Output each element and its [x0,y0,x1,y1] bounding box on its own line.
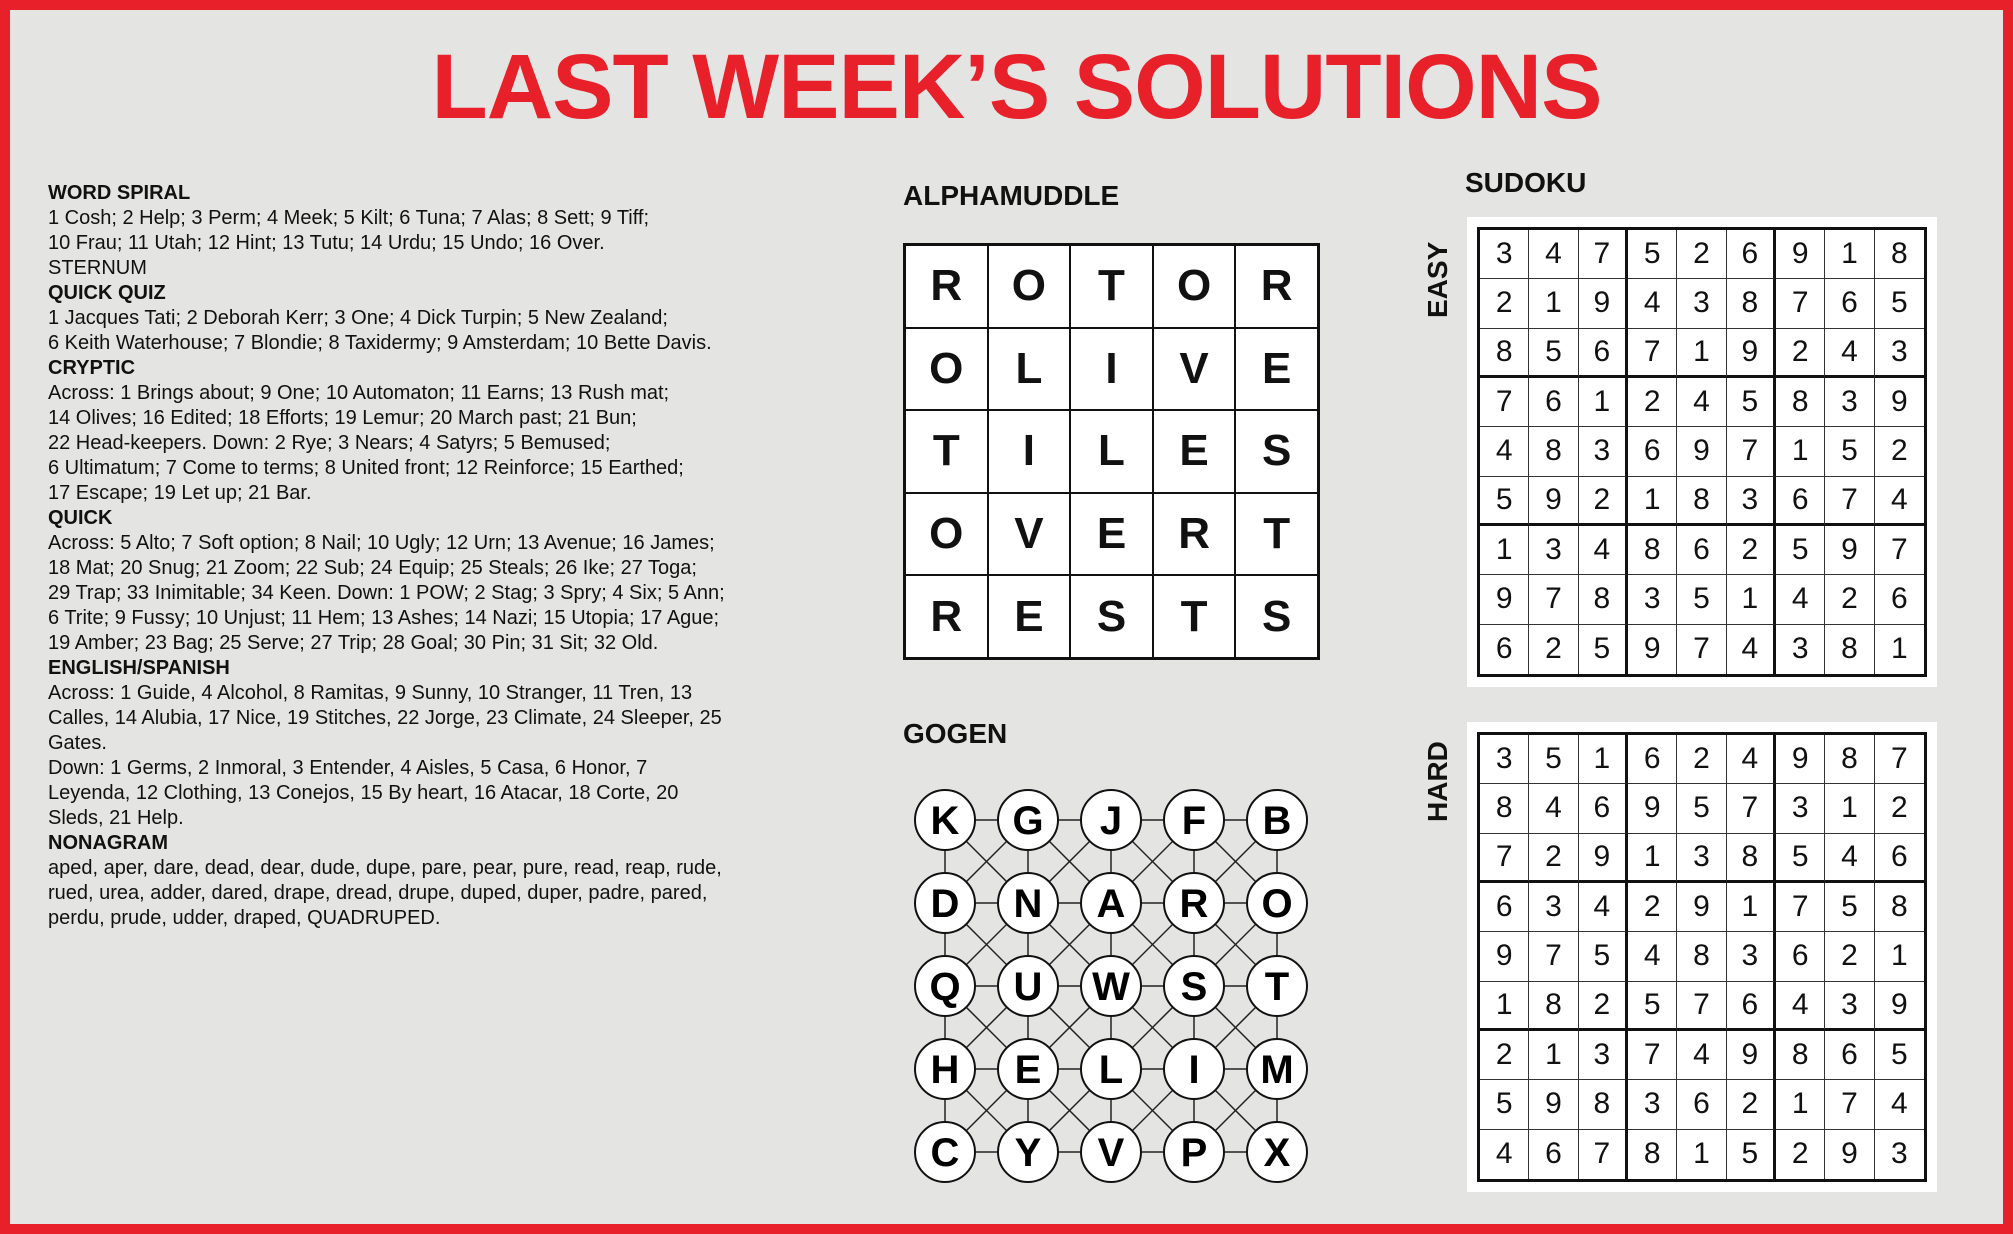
sudoku-cell: 8 [1875,883,1924,932]
alphamuddle-cell: O [905,328,988,411]
sudoku-cell: 2 [1677,735,1726,784]
sudoku-cell: 7 [1677,625,1726,674]
section-line: 10 Frau; 11 Utah; 12 Hint; 13 Tutu; 14 Urdu; 15 Undo; 16 Over. [48,232,605,254]
sudoku-cell: 9 [1579,834,1628,883]
sudoku-cell: 3 [1628,575,1677,624]
gogen-letter: I [1188,1048,1200,1092]
sudoku-cell: 6 [1727,230,1776,279]
sudoku-cell: 8 [1480,784,1529,833]
gogen-heading: GOGEN [903,718,1008,749]
sudoku-cell: 9 [1579,279,1628,328]
gogen-node [1247,956,1307,1016]
section-line: Across: 5 Alto; 7 Soft option; 8 Nail; 10 Ugly; 12 Urn; 13 Avenue; 16 James; [48,532,715,554]
gogen-node [915,873,975,933]
gogen-letter: C [930,1131,960,1175]
sudoku-easy-label: EASY [1422,241,1453,318]
alphamuddle-cell: T [1235,493,1318,576]
sudoku-cell: 4 [1825,329,1874,378]
section-line: 19 Amber; 23 Bag; 25 Serve; 27 Trip; 28 Goal; 30 Pin; 31 Sit; 32 Old. [48,632,659,654]
gogen-letter: E [1014,1048,1042,1092]
sudoku-cell: 3 [1776,625,1825,674]
sudoku-cell: 8 [1825,625,1874,674]
sudoku-cell: 9 [1825,1130,1874,1179]
sudoku-cell: 8 [1727,834,1776,883]
sudoku-cell: 3 [1529,526,1578,575]
sudoku-cell: 7 [1579,1130,1628,1179]
section-line: aped, aper, dare, dead, dear, dude, dupe, pare, pear, pure, read, reap, rude, [48,857,722,879]
sudoku-cell: 2 [1776,329,1825,378]
sudoku-cell: 1 [1890,632,1908,666]
sudoku-cell: 1 [1727,575,1776,624]
sudoku-cell: 3 [1776,784,1825,833]
sudoku-cell: 4 [1480,427,1529,476]
gogen-node [998,1122,1058,1182]
alphamuddle-cell: O [988,245,1071,328]
sudoku-cell: 5 [1529,735,1578,784]
sudoku-cell: 6 [1875,575,1924,624]
alphamuddle-cell: R [905,245,988,328]
sudoku-cell: 3 [1890,1137,1908,1171]
alphamuddle-grid [903,243,1320,660]
alphamuddle-cell: S [1235,575,1318,658]
alphamuddle-cell: S [1070,575,1153,658]
sudoku-cell: 4 [1776,982,1825,1031]
sudoku-cell: 1 [1628,834,1677,883]
sudoku-easy-grid [1477,227,1927,677]
alphamuddle-cell: E [1070,493,1153,576]
sudoku-cell: 5 [1875,1031,1924,1080]
sudoku-cell: 5 [1776,526,1825,575]
sudoku-cell: 6 [1529,378,1578,427]
gogen-letter: V [1097,1131,1125,1175]
alphamuddle-cell: E [1153,410,1236,493]
sudoku-cell: 1 [1825,230,1874,279]
sudoku-cell: 7 [1628,329,1677,378]
gogen-node [915,1039,975,1099]
gogen-node [998,873,1058,933]
sudoku-cell: 5 [1727,1130,1776,1179]
sudoku-cell: 2 [1480,279,1529,328]
sudoku-cell: 2 [1825,932,1874,981]
sudoku-easy [1467,217,1937,687]
section-line: 6 Keith Waterhouse; 7 Blondie; 8 Taxidermy; 9 Amsterdam; 10 Bette Davis. [48,332,712,354]
sudoku-cell: 5 [1677,575,1726,624]
sudoku-cell: 8 [1727,279,1776,328]
sudoku-cell: 6 [1727,982,1776,1031]
sudoku-cell: 8 [1776,378,1825,427]
sudoku-cell: 7 [1776,279,1825,328]
gogen-node [1164,790,1224,850]
sudoku-cell: 8 [1677,932,1726,981]
sudoku-cell: 8 [1579,575,1628,624]
section-line: perdu, prude, udder, draped, QUADRUPED. [48,907,441,929]
sudoku-cell: 9 [1480,575,1529,624]
sudoku-cell: 7 [1529,932,1578,981]
gogen-node [915,790,975,850]
sudoku-cell: 7 [1776,883,1825,932]
gogen-letter: W [1092,965,1130,1009]
section-heading: ENGLISH/SPANISH [48,657,230,679]
sudoku-cell: 7 [1727,784,1776,833]
sudoku-cell: 4 [1480,1130,1529,1179]
answers-column [48,181,828,931]
sudoku-cell: 1 [1529,279,1578,328]
gogen-node [1247,873,1307,933]
sudoku-cell: 3 [1480,230,1529,279]
sudoku-cell: 1 [1776,427,1825,476]
sudoku-cell: 6 [1677,1080,1726,1129]
sudoku-cell: 2 [1727,526,1776,575]
sudoku-cell: 6 [1579,329,1628,378]
alphamuddle-cell: R [1153,493,1236,576]
section-line: 6 Ultimatum; 7 Come to terms; 8 United front; 12 Reinforce; 15 Earthed; [48,457,684,479]
sudoku-cell: 7 [1628,1031,1677,1080]
gogen-letter: P [1180,1131,1208,1175]
sudoku-cell: 2 [1480,1031,1529,1080]
gogen-letter: N [1013,882,1043,926]
section-line: Gates. [48,732,107,754]
sudoku-cell: 6 [1579,784,1628,833]
sudoku-cell: 4 [1875,477,1924,526]
gogen-letter: D [930,882,960,926]
gogen-node [915,956,975,1016]
sudoku-cell: 2 [1875,784,1924,833]
sudoku-cell: 3 [1480,735,1529,784]
sudoku-cell: 3 [1579,427,1628,476]
alphamuddle-cell: O [1153,245,1236,328]
section-line: rued, urea, adder, dared, drape, dread, drupe, duped, duper, padre, pared, [48,882,708,904]
sudoku-cell: 2 [1677,230,1726,279]
sudoku-cell: 7 [1579,230,1628,279]
gogen-letter: L [1098,1048,1124,1092]
sudoku-cell: 4 [1628,279,1677,328]
sudoku-cell: 4 [1825,834,1874,883]
sudoku-hard [1467,722,1937,1192]
gogen-node [998,956,1058,1016]
sudoku-cell: 5 [1579,932,1628,981]
sudoku-cell: 3 [1727,477,1776,526]
gogen-letter: G [1012,799,1044,843]
sudoku-cell: 6 [1776,932,1825,981]
gogen-letter: J [1099,799,1123,843]
sudoku-cell: 6 [1628,427,1677,476]
sudoku-heading: SUDOKU [1465,167,1587,198]
sudoku-cell: 5 [1875,279,1924,328]
sudoku-cell: 2 [1628,378,1677,427]
alphamuddle-cell: I [1070,328,1153,411]
sudoku-cell: 9 [1628,784,1677,833]
section-heading: QUICK QUIZ [48,282,166,304]
gogen-node [998,1039,1058,1099]
sudoku-cell: 3 [1875,329,1924,378]
sudoku-cell: 8 [1776,1031,1825,1080]
sudoku-cell: 1 [1529,1031,1578,1080]
sudoku-cell: 4 [1727,735,1776,784]
sudoku-cell: 7 [1727,427,1776,476]
alphamuddle-cell: T [905,410,988,493]
gogen-letter: X [1263,1131,1291,1175]
gogen-node [1164,873,1224,933]
gogen-letter: A [1096,882,1126,926]
section-line: 1 Cosh; 2 Help; 3 Perm; 4 Meek; 5 Kilt; 6 Tuna; 7 Alas; 8 Sett; 9 Tiff; [48,207,650,229]
sudoku-cell: 6 [1825,1031,1874,1080]
sudoku-cell: 2 [1529,625,1578,674]
sudoku-cell: 9 [1677,883,1726,932]
section-heading: CRYPTIC [48,357,136,379]
gogen-letter: Q [929,965,961,1009]
sudoku-hard-grid [1477,732,1927,1182]
gogen-node [1081,956,1141,1016]
section-heading: NONAGRAM [48,832,168,854]
gogen-letter: U [1013,965,1043,1009]
sudoku-cell: 9 [1677,427,1726,476]
sudoku-cell: 2 [1529,834,1578,883]
sudoku-cell: 5 [1628,230,1677,279]
alphamuddle-cell: T [1153,575,1236,658]
sudoku-cell: 6 [1677,526,1726,575]
sudoku-cell: 6 [1480,625,1529,674]
sudoku-cell: 5 [1776,834,1825,883]
gogen-node [915,1122,975,1182]
gogen-node [1164,1039,1224,1099]
sudoku-cell: 4 [1677,1031,1726,1080]
sudoku-cell: 6 [1480,883,1529,932]
gogen-letter: S [1180,965,1208,1009]
sudoku-cell: 9 [1825,526,1874,575]
sudoku-cell: 9 [1529,477,1578,526]
sudoku-cell: 7 [1825,477,1874,526]
sudoku-cell: 9 [1776,230,1825,279]
section-line: Across: 1 Guide, 4 Alcohol, 8 Ramitas, 9 Sunny, 10 Stranger, 11 Tren, 13 [48,682,693,704]
gogen-letter: O [1261,882,1293,926]
sudoku-cell: 8 [1529,427,1578,476]
sudoku-cell: 6 [1628,735,1677,784]
sudoku-cell: 1 [1480,982,1529,1031]
alphamuddle-cell: V [988,493,1071,576]
section-line: 14 Olives; 16 Edited; 18 Efforts; 19 Lemur; 20 March past; 21 Bun; [48,407,637,429]
sudoku-cell: 9 [1727,1031,1776,1080]
sudoku-cell: 9 [1875,378,1924,427]
gogen-node [1081,873,1141,933]
section-line: Calles, 14 Alubia, 17 Nice, 19 Stitches, 22 Jorge, 23 Climate, 24 Sleeper, 25 [48,707,722,729]
sudoku-cell: 8 [1825,735,1874,784]
gogen-letter: H [930,1048,960,1092]
sudoku-cell: 5 [1480,477,1529,526]
sudoku-cell: 4 [1677,378,1726,427]
alphamuddle-cell: E [988,575,1071,658]
section-line: 6 Trite; 9 Fussy; 10 Unjust; 11 Hem; 13 Ashes; 14 Nazi; 15 Utopia; 17 Ague; [48,607,720,629]
section-line: 17 Escape; 19 Let up; 21 Bar. [48,482,312,504]
gogen-letter: K [930,799,960,843]
section-line: STERNUM [48,257,147,279]
sudoku-cell: 3 [1579,1031,1628,1080]
sudoku-cell: 4 [1529,784,1578,833]
sudoku-cell: 1 [1628,477,1677,526]
gogen-node [1247,790,1307,850]
sudoku-cell: 5 [1727,378,1776,427]
gogen-grid [900,775,1320,1195]
sudoku-cell: 5 [1677,784,1726,833]
page-title: LAST WEEK’S SOLUTIONS [431,36,1602,138]
sudoku-cell: 7 [1677,982,1726,1031]
sudoku-cell: 7 [1480,378,1529,427]
sudoku-cell: 2 [1579,477,1628,526]
sudoku-cell: 1 [1677,1130,1726,1179]
sudoku-cell: 9 [1776,735,1825,784]
sudoku-cell: 3 [1529,883,1578,932]
sudoku-cell: 7 [1875,526,1924,575]
sudoku-hard-label: HARD [1422,741,1453,822]
sudoku-cell: 4 [1875,1080,1924,1129]
alphamuddle-cell: E [1235,328,1318,411]
sudoku-cell: 1 [1875,932,1924,981]
sudoku-cell: 5 [1529,329,1578,378]
sudoku-cell: 8 [1677,477,1726,526]
alphamuddle-cell: O [905,493,988,576]
alphamuddle-cell: T [1070,245,1153,328]
sudoku-cell: 1 [1579,378,1628,427]
sudoku-cell: 4 [1628,932,1677,981]
gogen-letter: T [1264,965,1290,1009]
sudoku-cell: 8 [1579,1080,1628,1129]
sudoku-cell: 1 [1480,526,1529,575]
sudoku-cell: 8 [1529,982,1578,1031]
sudoku-cell: 5 [1628,982,1677,1031]
sudoku-cell: 3 [1825,982,1874,1031]
sudoku-cell: 9 [1875,982,1924,1031]
section-line: Sleds, 21 Help. [48,807,184,829]
section-heading: QUICK [48,507,113,529]
sudoku-cell: 1 [1579,735,1628,784]
sudoku-cell: 6 [1529,1130,1578,1179]
alphamuddle-cell: S [1235,410,1318,493]
sudoku-cell: 1 [1776,1080,1825,1129]
section-line: 29 Trap; 33 Inimitable; 34 Keen. Down: 1 POW; 2 Stag; 3 Spry; 4 Six; 5 Ann; [48,582,725,604]
sudoku-cell: 1 [1677,329,1726,378]
section-line: 18 Mat; 20 Snug; 21 Zoom; 22 Sub; 24 Equip; 25 Steals; 26 Ike; 27 Toga; [48,557,697,579]
gogen-letter: M [1260,1048,1294,1092]
section-line: Across: 1 Brings about; 9 One; 10 Automaton; 11 Earns; 13 Rush mat; [48,382,670,404]
sudoku-cell: 9 [1727,329,1776,378]
sudoku-cell: 6 [1776,477,1825,526]
sudoku-cell: 7 [1825,1080,1874,1129]
sudoku-cell: 2 [1628,883,1677,932]
sudoku-cell: 8 [1628,526,1677,575]
sudoku-cell: 2 [1825,575,1874,624]
sudoku-cell: 9 [1529,1080,1578,1129]
sudoku-cell: 2 [1579,982,1628,1031]
sudoku-cell: 4 [1529,230,1578,279]
sudoku-cell: 8 [1480,329,1529,378]
sudoku-cell: 4 [1579,883,1628,932]
sudoku-cell: 1 [1727,883,1776,932]
sudoku-cell: 4 [1776,575,1825,624]
sudoku-cell: 5 [1825,883,1874,932]
section-line: Down: 1 Germs, 2 Inmoral, 3 Entender, 4 Aisles, 5 Casa, 6 Honor, 7 [48,757,648,779]
section-line: Leyenda, 12 Clothing, 13 Conejos, 15 By heart, 16 Atacar, 18 Corte, 20 [48,782,679,804]
section-line: 22 Head-keepers. Down: 2 Rye; 3 Nears; 4 Satyrs; 5 Bemused; [48,432,611,454]
sudoku-cell: 7 [1480,834,1529,883]
sudoku-cell: 7 [1875,735,1924,784]
alphamuddle-cell: R [1235,245,1318,328]
sudoku-cell: 5 [1579,625,1628,674]
gogen-node [1164,1122,1224,1182]
sudoku-cell: 5 [1480,1080,1529,1129]
sudoku-cell: 2 [1875,427,1924,476]
sudoku-cell: 3 [1677,279,1726,328]
sudoku-cell: 1 [1825,784,1874,833]
gogen-letter: R [1179,882,1209,926]
sudoku-cell: 9 [1480,932,1529,981]
sudoku-cell: 3 [1628,1080,1677,1129]
sudoku-cell: 6 [1875,834,1924,883]
gogen-node [1247,1122,1307,1182]
sudoku-cell: 2 [1776,1130,1825,1179]
section-line: 1 Jacques Tati; 2 Deborah Kerr; 3 One; 4 Dick Turpin; 5 New Zealand; [48,307,668,329]
alphamuddle-cell: L [988,328,1071,411]
sudoku-cell: 3 [1677,834,1726,883]
alphamuddle-cell: R [905,575,988,658]
gogen-node [1247,1039,1307,1099]
alphamuddle-cell: L [1070,410,1153,493]
sudoku-cell: 6 [1825,279,1874,328]
sudoku-cell: 7 [1529,575,1578,624]
gogen-node [1081,1039,1141,1099]
sudoku-cell: 8 [1628,1130,1677,1179]
section-heading: WORD SPIRAL [48,182,191,204]
sudoku-cell: 2 [1727,1080,1776,1129]
gogen-letter: Y [1014,1131,1042,1175]
gogen-node [1081,790,1141,850]
gogen-letter: F [1181,799,1207,843]
sudoku-cell: 9 [1628,625,1677,674]
gogen-letter: B [1262,799,1292,843]
sudoku-cell: 3 [1727,932,1776,981]
gogen-node [1081,1122,1141,1182]
sudoku-cell: 5 [1825,427,1874,476]
sudoku-cell: 3 [1825,378,1874,427]
alphamuddle-heading: ALPHAMUDDLE [903,180,1120,211]
alphamuddle-cell: I [988,410,1071,493]
sudoku-cell: 4 [1727,625,1776,674]
gogen-node [1164,956,1224,1016]
sudoku-cell: 8 [1875,230,1924,279]
sudoku-cell: 4 [1579,526,1628,575]
gogen-node [998,790,1058,850]
alphamuddle-cell: V [1153,328,1236,411]
